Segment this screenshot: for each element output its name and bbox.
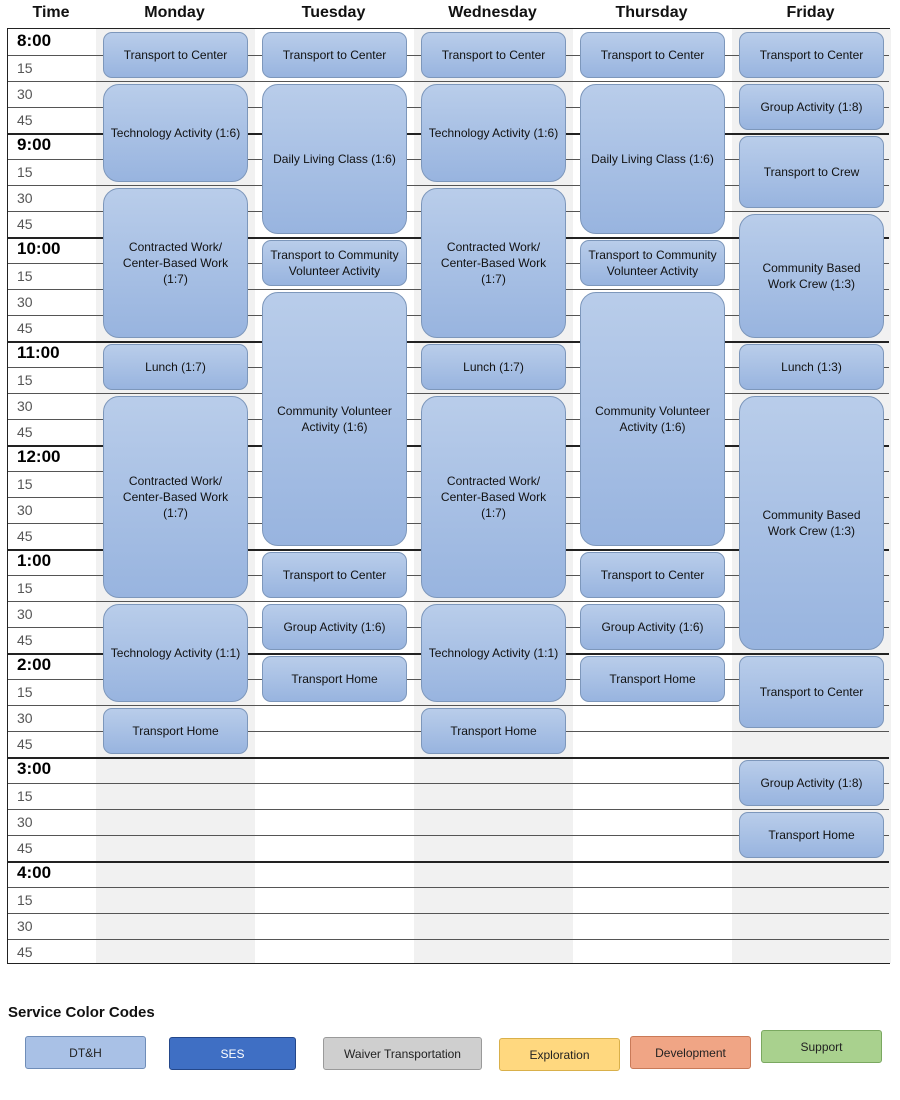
schedule-event[interactable]: Technology Activity (1:1) [421, 604, 566, 702]
schedule-event[interactable]: Group Activity (1:6) [262, 604, 407, 650]
grid-line [8, 887, 889, 888]
time-label-quarter: 45 [17, 216, 33, 232]
legend-item: SES [169, 1037, 296, 1070]
time-label-hour: 9:00 [17, 135, 52, 154]
time-label-quarter: 15 [17, 164, 33, 180]
time-label-hour: 4:00 [17, 863, 52, 882]
schedule-event[interactable]: Contracted Work/ Center-Based Work (1:7) [103, 188, 248, 338]
legend-item: Support [761, 1030, 882, 1063]
time-label-quarter: 30 [17, 814, 33, 830]
time-column-header: Time [32, 4, 70, 21]
legend-item: DT&H [25, 1036, 146, 1069]
schedule-event[interactable]: Transport Home [262, 656, 407, 702]
time-label-quarter: 45 [17, 944, 33, 960]
schedule-event[interactable]: Transport to Center [739, 656, 884, 728]
grid-line [8, 341, 889, 343]
time-label-hour: 11:00 [17, 343, 60, 362]
schedule-event[interactable]: Transport to Center [739, 32, 884, 78]
time-label-quarter: 45 [17, 840, 33, 856]
schedule-event[interactable]: Lunch (1:7) [103, 344, 248, 390]
time-label-hour: 1:00 [17, 551, 52, 570]
schedule-event[interactable]: Daily Living Class (1:6) [262, 84, 407, 234]
grid-line [8, 757, 889, 759]
schedule-event[interactable]: Contracted Work/ Center-Based Work (1:7) [103, 396, 248, 598]
time-label-hour: 3:00 [17, 759, 52, 778]
schedule-event[interactable]: Community Based Work Crew (1:3) [739, 214, 884, 338]
time-label-quarter: 15 [17, 684, 33, 700]
day-header-wednesday: Wednesday [448, 4, 537, 21]
legend-title: Service Color Codes [8, 1004, 155, 1021]
schedule-event[interactable]: Transport to Center [262, 552, 407, 598]
grid-line [8, 809, 889, 810]
time-label-hour: 12:00 [17, 447, 61, 466]
time-label-quarter: 30 [17, 918, 33, 934]
time-label-quarter: 15 [17, 788, 33, 804]
schedule-event[interactable]: Group Activity (1:6) [580, 604, 725, 650]
time-label-quarter: 45 [17, 320, 33, 336]
time-label-quarter: 30 [17, 398, 33, 414]
schedule-event[interactable]: Daily Living Class (1:6) [580, 84, 725, 234]
schedule-event[interactable]: Transport to Center [421, 32, 566, 78]
time-label-quarter: 45 [17, 632, 33, 648]
schedule-event[interactable]: Transport Home [421, 708, 566, 754]
time-label-quarter: 45 [17, 528, 33, 544]
time-label-quarter: 45 [17, 736, 33, 752]
schedule-event[interactable]: Community Based Work Crew (1:3) [739, 396, 884, 650]
time-label-hour: 8:00 [17, 31, 52, 50]
schedule-event[interactable]: Transport Home [103, 708, 248, 754]
grid-line [8, 939, 889, 940]
time-label-quarter: 45 [17, 112, 33, 128]
day-header-tuesday: Tuesday [301, 4, 366, 21]
time-label-quarter: 30 [17, 190, 33, 206]
time-label-quarter: 30 [17, 606, 33, 622]
time-label-quarter: 15 [17, 892, 33, 908]
schedule-event[interactable]: Transport to Crew [739, 136, 884, 208]
time-label-hour: 2:00 [17, 655, 52, 674]
schedule-event[interactable]: Transport to Center [580, 552, 725, 598]
grid-line [8, 861, 889, 863]
schedule-event[interactable]: Technology Activity (1:6) [103, 84, 248, 182]
schedule-event[interactable]: Technology Activity (1:1) [103, 604, 248, 702]
time-label-quarter: 30 [17, 86, 33, 102]
day-header-monday: Monday [144, 4, 205, 21]
schedule-grid [7, 28, 890, 964]
schedule-event[interactable]: Lunch (1:7) [421, 344, 566, 390]
schedule-event[interactable]: Transport to Center [262, 32, 407, 78]
schedule-event[interactable]: Transport to Community Volunteer Activity [262, 240, 407, 286]
schedule-event[interactable]: Group Activity (1:8) [739, 760, 884, 806]
schedule-event[interactable]: Group Activity (1:8) [739, 84, 884, 130]
time-label-quarter: 15 [17, 268, 33, 284]
time-label-quarter: 15 [17, 372, 33, 388]
time-label-quarter: 45 [17, 424, 33, 440]
legend-item: Exploration [499, 1038, 620, 1071]
schedule-event[interactable]: Technology Activity (1:6) [421, 84, 566, 182]
time-label-quarter: 15 [17, 580, 33, 596]
schedule-event[interactable]: Transport to Community Volunteer Activity [580, 240, 725, 286]
time-label-quarter: 15 [17, 60, 33, 76]
schedule-event[interactable]: Transport to Center [103, 32, 248, 78]
time-label-quarter: 30 [17, 502, 33, 518]
grid-line [8, 913, 889, 914]
schedule-event[interactable]: Transport Home [580, 656, 725, 702]
day-header-thursday: Thursday [615, 4, 688, 21]
schedule-event[interactable]: Transport to Center [580, 32, 725, 78]
grid-line [8, 393, 889, 394]
schedule-event[interactable]: Contracted Work/ Center-Based Work (1:7) [421, 396, 566, 598]
schedule-event[interactable]: Contracted Work/ Center-Based Work (1:7) [421, 188, 566, 338]
day-header-friday: Friday [786, 4, 835, 21]
time-label-quarter: 30 [17, 294, 33, 310]
time-label-quarter: 15 [17, 476, 33, 492]
schedule-event[interactable]: Lunch (1:3) [739, 344, 884, 390]
schedule-event[interactable]: Community Volunteer Activity (1:6) [262, 292, 407, 546]
legend-item: Development [630, 1036, 751, 1069]
time-label-quarter: 30 [17, 710, 33, 726]
legend-item: Waiver Transportation [323, 1037, 482, 1070]
grid-line [8, 81, 889, 82]
schedule-event[interactable]: Community Volunteer Activity (1:6) [580, 292, 725, 546]
schedule-event[interactable]: Transport Home [739, 812, 884, 858]
time-label-hour: 10:00 [17, 239, 61, 258]
